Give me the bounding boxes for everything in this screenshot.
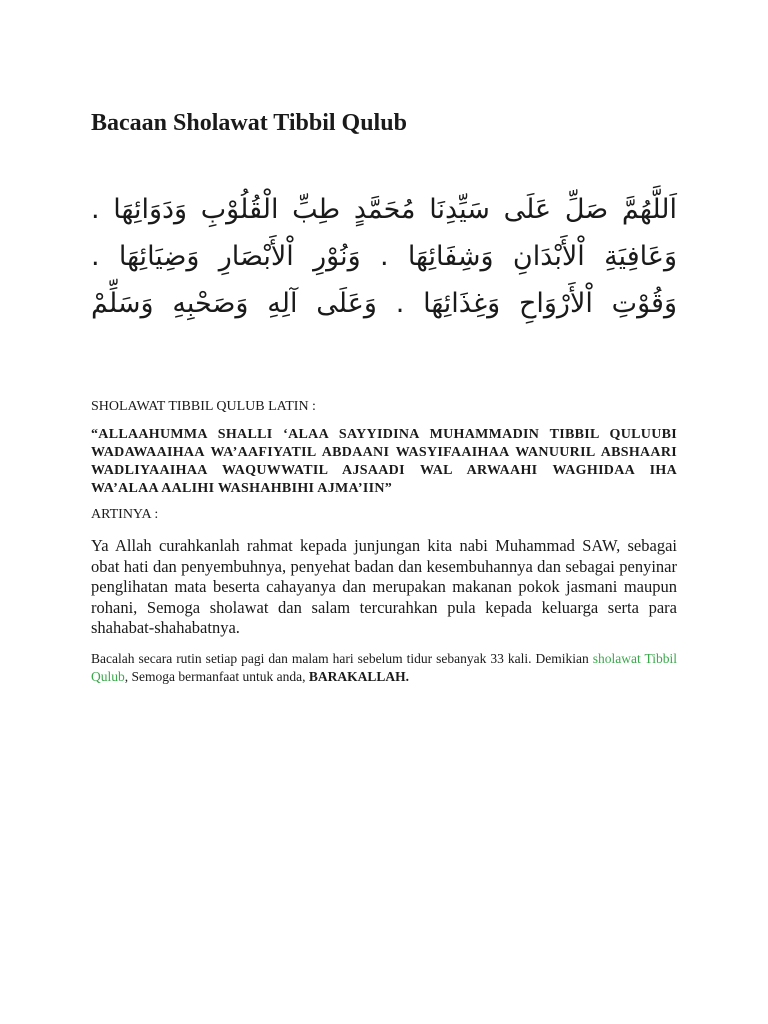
latin-heading: SHOLAWAT TIBBIL QULUB LATIN : bbox=[91, 399, 316, 414]
arabic-line: وَقُوْتِ اْلأَرْوَاحِ وَغِذَائِهَا . وَعَلَى آلِهِ وَصَحْبِهِ وَسَلِّمْ bbox=[91, 288, 677, 319]
closing-paragraph bbox=[91, 650, 677, 686]
translation-heading: ARTINYA : bbox=[91, 507, 159, 522]
closing-text: Bacalah secara rutin setiap pagi dan malam hari sebelum tidur sebanyak 33 kali. Demikian bbox=[91, 651, 593, 666]
latin-transliteration: “ALLAAHUMMA SHALLI ‘ALAA SAYYIDINA MUHAMMADIN TIBBIL QULUUBI WADAWAAIHAA WA’AAFIYATIL ABDAANI WASYIFAAIHAA WANUURIL ABSHAARI WADLIYAAIHAA WAQUWWATIL AJSAADI WAL ARWAAHI WAGHIDAA IHA WA’ALAA AALIHI WASHAHBIHI AJMA’IIN” bbox=[91, 427, 677, 496]
arabic-line: وَعَافِيَةِ اْلأَبْدَانِ وَشِفَائِهَا . وَنُوْرِ اْلأَبْصَارِ وَضِيَائِهَا . bbox=[91, 241, 677, 272]
page-title: Bacaan Sholawat Tibbil Qulub bbox=[91, 110, 407, 136]
barakallah-text: BARAKALLAH. bbox=[308, 669, 409, 684]
arabic-line: اَللَّهُمَّ صَلِّ عَلَى سَيِّدِنَا مُحَمَّدٍ طِبِّ الْقُلُوْبِ وَدَوَائِهَا . bbox=[91, 194, 677, 225]
translation-text: Ya Allah curahkanlah rahmat kepada junjungan kita nabi Muhammad SAW, sebagai obat hati dan penyembuhnya, penyehat badan dan kesembuhannya dan sebagai penyinar penglihatan mata beserta cahayanya dan merupakan makanan pokok jasmani maupun rohani, Semoga sholawat dan salam tercurahkan pula kepada keluarga serta para shahabat-shahabatnya. bbox=[91, 536, 677, 637]
closing-text-continued: , Semoga bermanfaat untuk anda, bbox=[124, 669, 309, 684]
sholawat-link[interactable]: sholawat Tibbil Qulub bbox=[91, 651, 677, 684]
arabic-prayer-text bbox=[91, 186, 677, 327]
